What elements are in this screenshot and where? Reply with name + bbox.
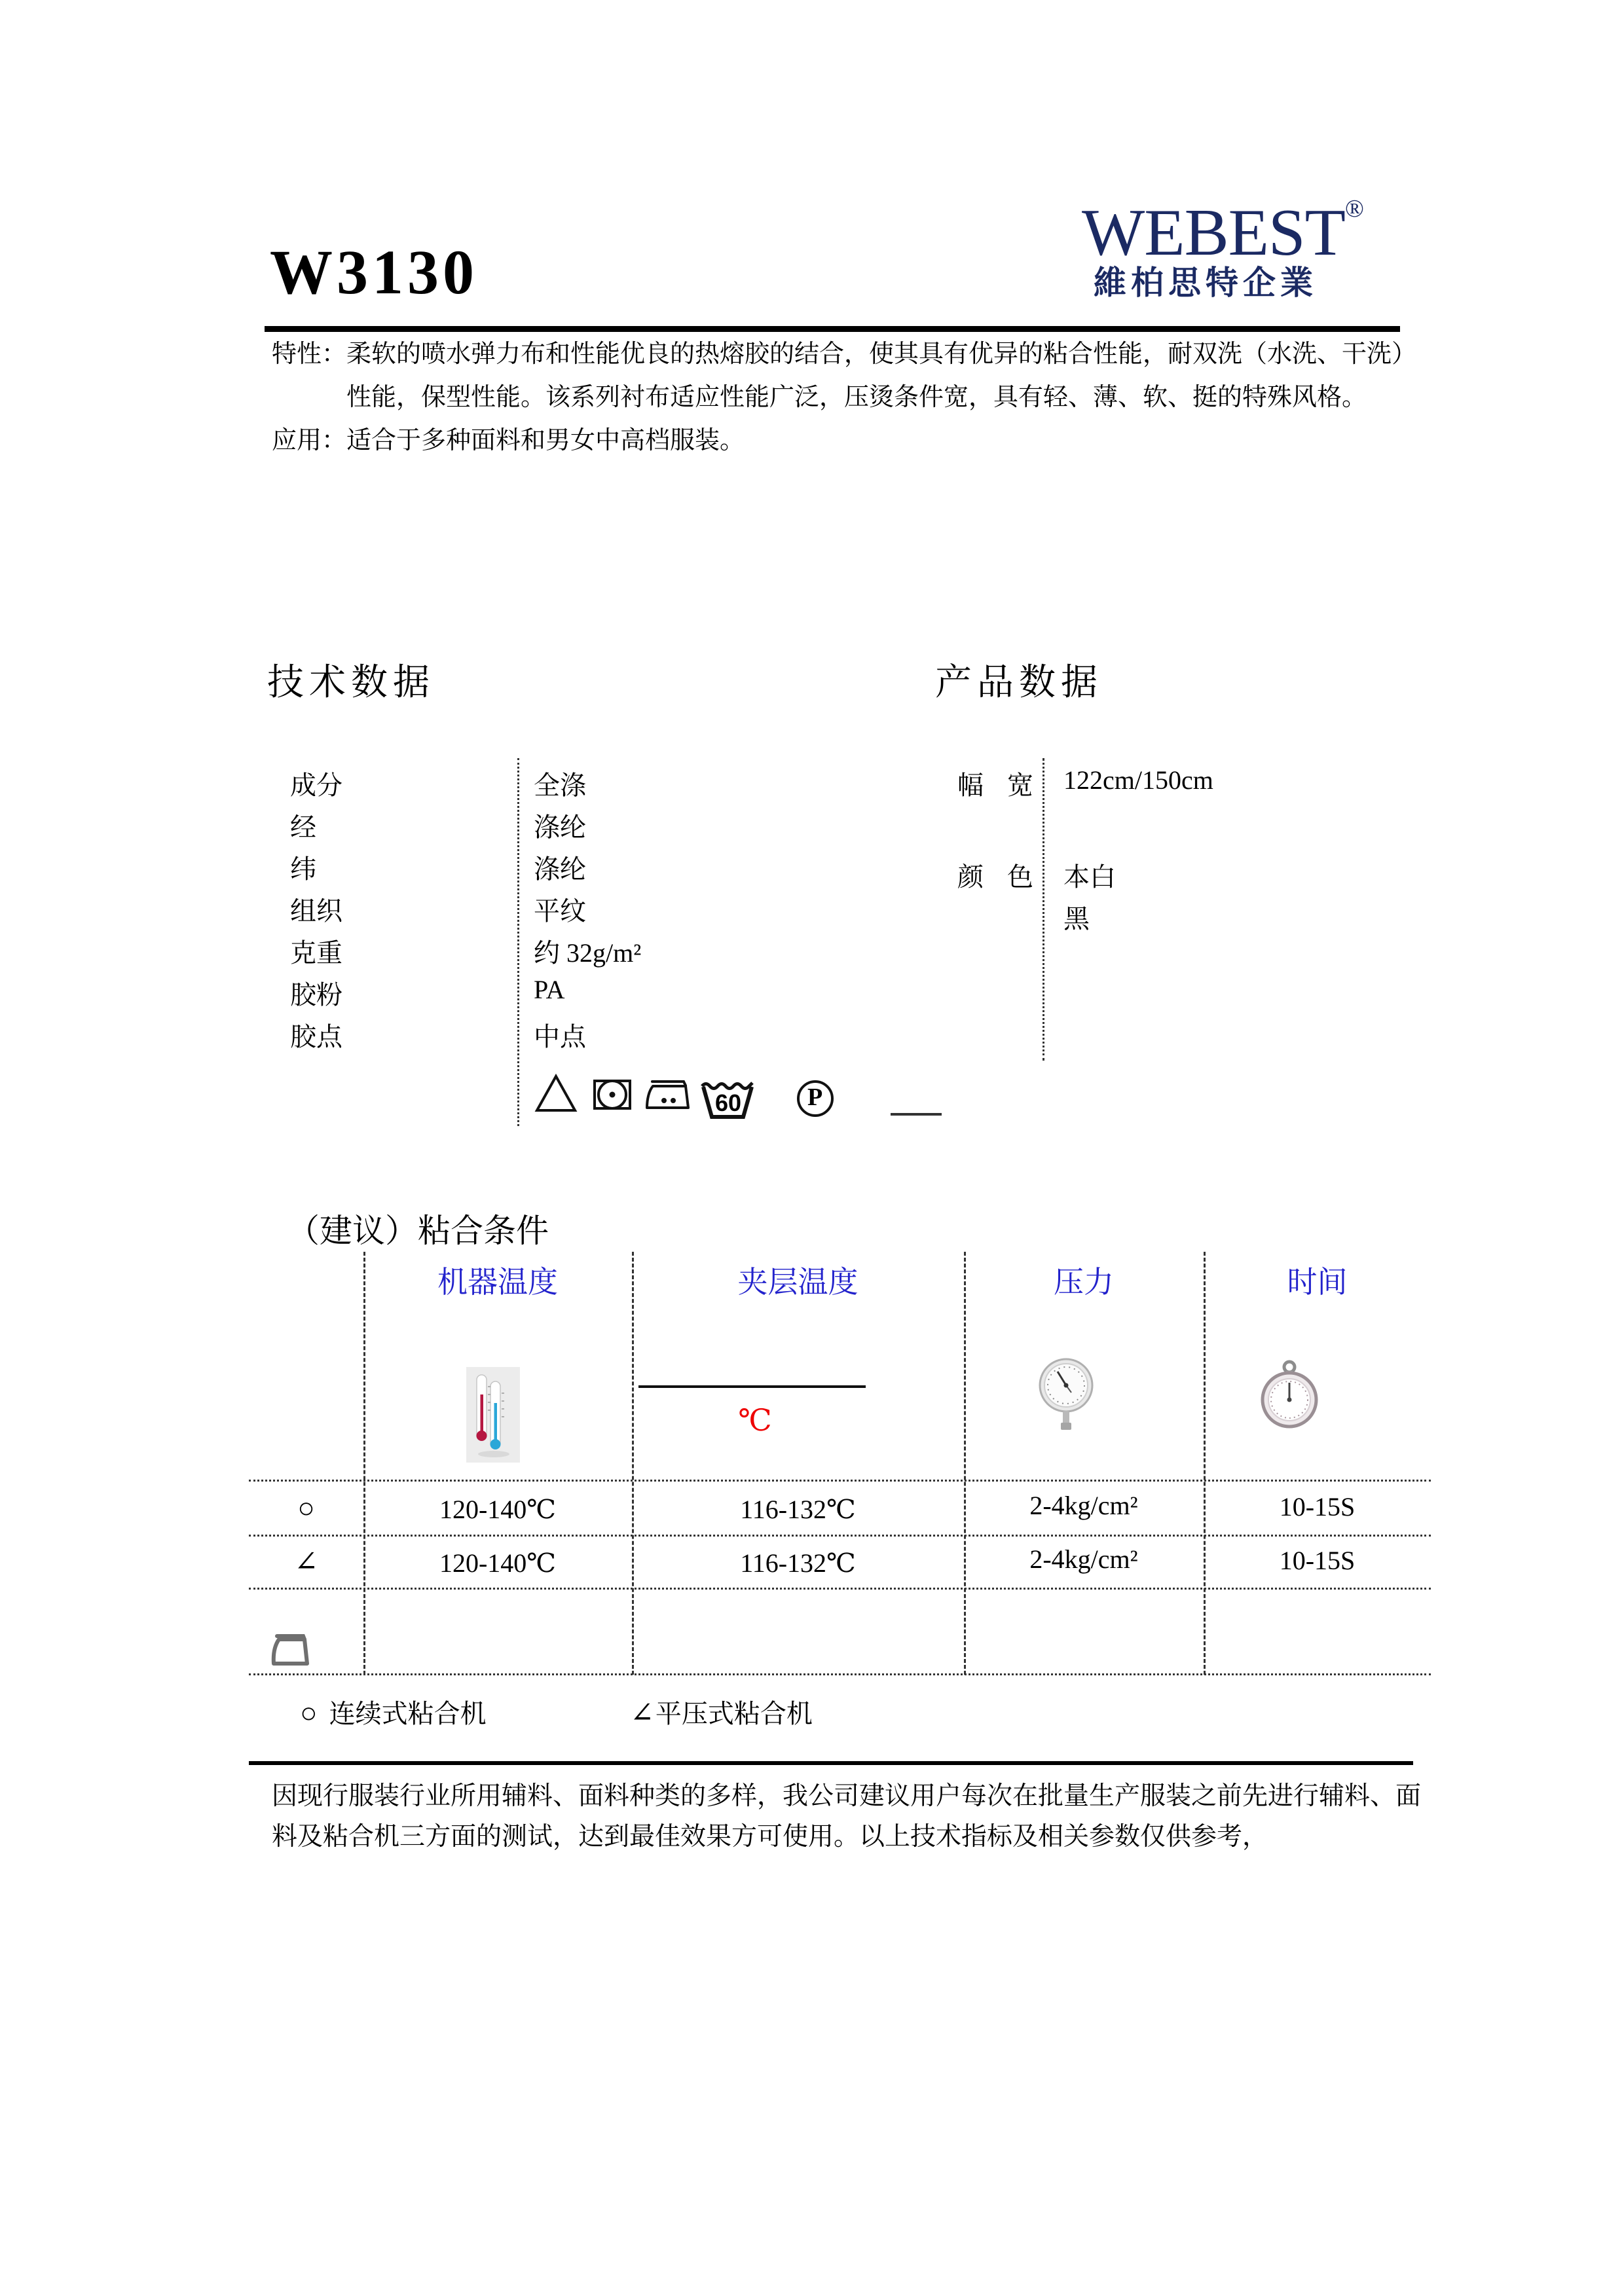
pressure-value: 2-4kg/cm² (1029, 1544, 1138, 1574)
tech-row-value: PA (534, 975, 565, 1004)
bonding-table-hline (249, 1673, 1431, 1675)
pressure-gauge-icon (1039, 1355, 1094, 1436)
bonding-conditions-heading: （建议）粘合条件 (287, 1212, 549, 1249)
bonding-table-hline (249, 1588, 1431, 1590)
width-value: 122cm/150cm (1063, 765, 1213, 795)
legend-continuous-machine (300, 1693, 487, 1730)
tumble-dry-icon (593, 1076, 632, 1116)
time-value: 10-15S (1279, 1546, 1356, 1575)
bonding-table-vline (632, 1252, 634, 1675)
dry-clean-p-icon (796, 1079, 835, 1121)
tech-row-value: 全涤 (534, 771, 586, 800)
color-label: 颜 色 (957, 862, 1033, 892)
footer-divider (249, 1761, 1413, 1765)
legend-flat-press-machine (630, 1693, 813, 1730)
column-header-pressure: 压力 (1054, 1266, 1114, 1299)
legend-label: 平压式粘合机 (655, 1699, 813, 1728)
iron-two-dots-icon (644, 1078, 691, 1115)
tech-row-label: 胶点 (290, 1022, 342, 1051)
brand-logo-text: WEBEST (1082, 196, 1345, 270)
column-header-machine-temp: 机器温度 (437, 1266, 558, 1299)
bleach-triangle-icon (534, 1072, 578, 1118)
tech-row-value: 约 32g/m² (534, 938, 642, 968)
angle-symbol: ∠ (630, 1697, 654, 1729)
header-divider (265, 326, 1400, 332)
bonding-table-vline (964, 1252, 966, 1675)
registered-trademark-icon: ® (1344, 195, 1364, 223)
bonding-table-hline (249, 1535, 1431, 1537)
features-line-2: 性能，保型性能。该系列衬布适应性能广泛，压烫条件宽，具有轻、薄、软、挺的特殊风格。 (346, 384, 1367, 411)
wash-60-icon (699, 1080, 756, 1123)
thermometer-icon (466, 1367, 520, 1466)
interlayer-temp-value: 116-132℃ (740, 1495, 856, 1524)
legend-label: 连续式粘合机 (329, 1699, 487, 1728)
footer-note-line-1: 因现行服装行业所用辅料、面料种类的多样，我公司建议用户每次在批量生产服装之前先进行辅料、面 (272, 1782, 1422, 1810)
features-line-1 (272, 342, 1416, 367)
bonding-table-vline (1204, 1252, 1206, 1675)
column-header-time: 时间 (1287, 1266, 1348, 1299)
product-data-heading: 产品数据 (935, 663, 1103, 703)
width-label: 幅 宽 (957, 771, 1033, 800)
tech-row-value: 平纹 (534, 896, 586, 926)
color-value-natural-white: 本白 (1063, 862, 1116, 892)
time-value: 10-15S (1279, 1492, 1356, 1522)
application-line (272, 428, 745, 453)
application-text: 适合于多种面料和男女中高档服装。 (346, 427, 745, 454)
bonding-table-vline (363, 1252, 365, 1675)
wash-temp-label: 60 (715, 1089, 742, 1116)
tech-row-label: 克重 (290, 938, 342, 968)
stopwatch-icon (1259, 1359, 1320, 1432)
product-table-separator (1043, 758, 1044, 1061)
tech-row-label: 组织 (290, 896, 342, 926)
machine-temp-value: 120-140℃ (439, 1495, 557, 1524)
page-title: W3130 (270, 237, 478, 307)
tech-data-heading: 技术数据 (267, 663, 435, 703)
machine-temp-value: 120-140℃ (439, 1548, 557, 1578)
interlayer-temp-line (638, 1385, 866, 1388)
tech-row-label: 纬 (290, 854, 316, 884)
tech-row-label: 胶粉 (290, 980, 342, 1010)
tech-row-label: 成分 (290, 771, 342, 800)
color-value-black: 黑 (1063, 904, 1090, 934)
column-header-interlayer-temp: 夹层温度 (737, 1266, 858, 1299)
application-label: 应用： (272, 427, 347, 454)
row-symbol-continuous: ○ (297, 1492, 315, 1524)
tech-table-separator (517, 758, 519, 1126)
circle-symbol: ○ (300, 1697, 318, 1729)
interlayer-temp-value: 116-132℃ (740, 1548, 856, 1578)
features-label: 特性： (272, 340, 347, 368)
line-symbol (891, 1113, 942, 1116)
celsius-unit-label: ℃ (738, 1404, 772, 1437)
tech-row-value: 涤纶 (534, 854, 586, 884)
iron-row-icon (268, 1630, 316, 1673)
footer-note-line-2: 料及粘合机三方面的测试，达到最佳效果方可使用。以上技术指标及相关参数仅供参考， (272, 1823, 1268, 1851)
brand-logo (1082, 195, 1364, 270)
bonding-table-hline (249, 1480, 1431, 1482)
dry-clean-letter: P (807, 1084, 823, 1111)
tech-row-value: 涤纶 (534, 812, 586, 842)
tech-row-value: 中点 (534, 1022, 586, 1051)
company-name: 維柏思特企業 (1094, 264, 1318, 301)
features-text-1: 柔软的喷水弹力布和性能优良的热熔胶的结合，使其具有优异的粘合性能，耐双洗（水洗、干洗） (346, 340, 1417, 368)
row-symbol-flat-press: ∠ (294, 1546, 318, 1578)
pressure-value: 2-4kg/cm² (1029, 1491, 1138, 1520)
tech-row-label: 经 (290, 812, 316, 842)
